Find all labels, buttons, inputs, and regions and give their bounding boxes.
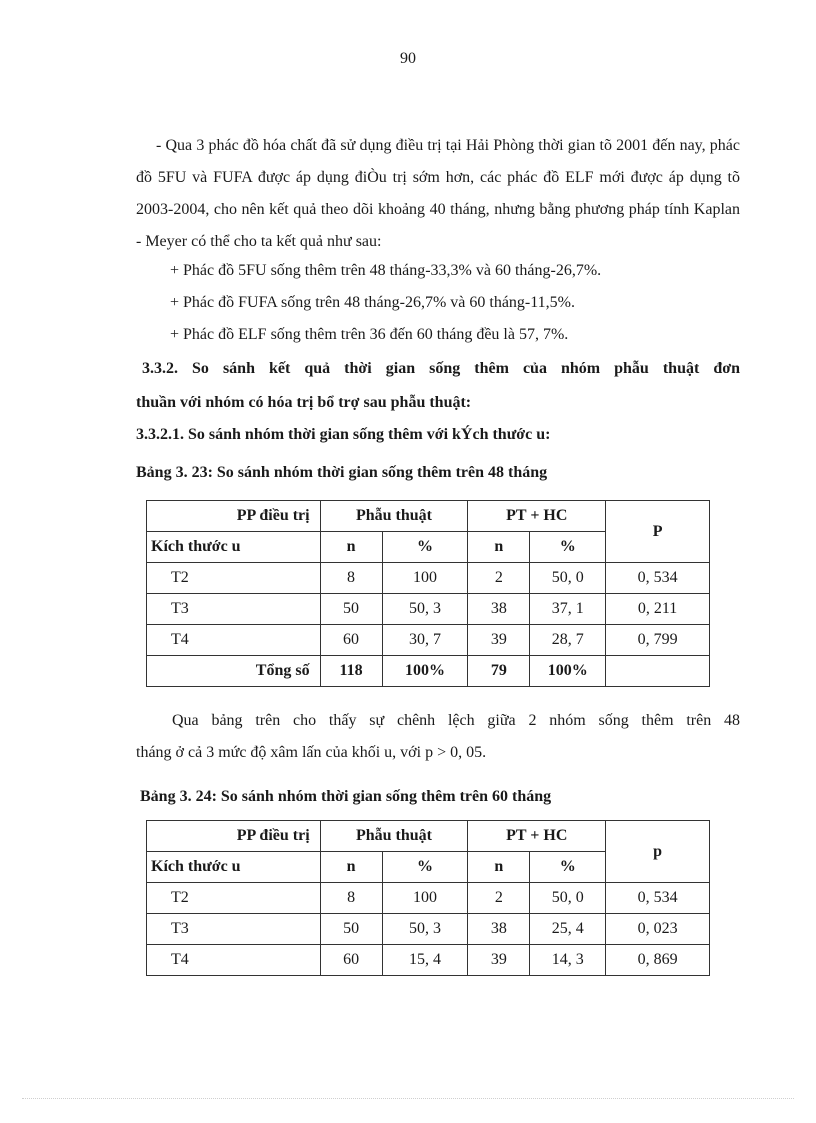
row-label: T4 [147,625,321,656]
header-percent: % [530,532,606,563]
cell-n-pthc: 39 [468,945,530,976]
conclusion-text: Qua bảng trên cho thấy sự chênh lệch giữa 2 nhóm sống thêm trên 48 [172,712,740,729]
cell-pct-surgery: 100 [382,563,468,594]
header-p: p [606,821,710,883]
table-60-months [146,820,710,976]
cell-p: 0, 534 [606,883,710,914]
table-48-months [146,500,710,687]
header-p: P [606,501,710,563]
cell-n-pthc: 2 [468,563,530,594]
cell-n-surgery: 8 [320,563,382,594]
row-label: T2 [147,883,321,914]
table-row [147,883,710,914]
header-percent: % [382,852,468,883]
header-percent: % [530,852,606,883]
cell-pct-surgery: 50, 3 [382,594,468,625]
header-n: n [468,852,530,883]
table2-caption: Bảng 3. 24: So sánh nhóm thời gian sống thêm trên 60 tháng [140,788,552,805]
total-pct-pthc: 100% [530,656,606,687]
table-header-row [147,821,710,852]
conclusion-text-cont: tháng ở cả 3 mức độ xâm lấn của khối u, với p > 0, 05. [136,744,487,761]
page-bottom-divider [22,1098,794,1099]
cell-n-surgery: 60 [320,625,382,656]
total-n-surgery: 118 [320,656,382,687]
cell-n-surgery: 50 [320,594,382,625]
header-size: Kích thước u [147,532,321,563]
total-p [606,656,710,687]
cell-p: 0, 211 [606,594,710,625]
cell-p: 0, 869 [606,945,710,976]
header-pt-hc: PT + HC [468,501,606,532]
bullet-fufa: + Phác đồ FUFA sống trên 48 tháng-26,7% và 60 tháng-11,5%. [170,294,575,311]
header-n: n [320,532,382,563]
bullet-elf: + Phác đồ ELF sống thêm trên 36 đến 60 tháng đều là 57, 7%. [170,326,569,343]
cell-n-pthc: 2 [468,883,530,914]
header-pt-hc: PT + HC [468,821,606,852]
subsection-heading: 3.3.2.1. So sánh nhóm thời gian sống thêm với kÝch thước u: [136,426,551,443]
table-row [147,625,710,656]
header-n: n [468,532,530,563]
cell-pct-pthc: 28, 7 [530,625,606,656]
row-label: T2 [147,563,321,594]
table-row [147,563,710,594]
total-label: Tổng số [147,656,321,687]
table1-caption: Bảng 3. 23: So sánh nhóm thời gian sống thêm trên 48 tháng [136,464,548,481]
cell-p: 0, 023 [606,914,710,945]
cell-pct-pthc: 50, 0 [530,883,606,914]
cell-p: 0, 799 [606,625,710,656]
table-row [147,945,710,976]
bullet-5fu: + Phác đồ 5FU sống thêm trên 48 tháng-33,3% và 60 tháng-26,7%. [170,262,602,279]
cell-pct-surgery: 15, 4 [382,945,468,976]
header-surgery: Phẫu thuật [320,821,468,852]
cell-pct-surgery: 100 [382,883,468,914]
cell-pct-surgery: 50, 3 [382,914,468,945]
cell-n-surgery: 8 [320,883,382,914]
cell-n-pthc: 38 [468,594,530,625]
header-size: Kích thước u [147,852,321,883]
intro-paragraph: - Qua 3 phác đồ hóa chất đã sử dụng điều trị tại Hải Phòng thời gian tõ 2001 đến nay, phác đồ 5FU và FUFA được áp dụng điÒu trị sớm hơn, các phác đồ ELF mới được áp dụng tõ 2003-2004, cho nên kết quả theo dõi khoảng 40 tháng, nhưng bằng phương pháp tính Kaplan - Meyer có thể cho ta kết quả như sau: [136,137,740,250]
cell-n-surgery: 60 [320,945,382,976]
header-n: n [320,852,382,883]
header-surgery: Phẫu thuật [320,501,468,532]
table-row [147,594,710,625]
cell-n-pthc: 38 [468,914,530,945]
total-n-pthc: 79 [468,656,530,687]
header-treatment: PP điều trị [147,821,321,852]
table-row [147,914,710,945]
table-total-row [147,656,710,687]
cell-n-surgery: 50 [320,914,382,945]
row-label: T4 [147,945,321,976]
total-pct-surgery: 100% [382,656,468,687]
cell-p: 0, 534 [606,563,710,594]
cell-pct-pthc: 37, 1 [530,594,606,625]
section-heading-cont: thuần với nhóm có hóa trị bổ trợ sau phẫu thuật: [136,394,472,411]
cell-pct-pthc: 50, 0 [530,563,606,594]
header-percent: % [382,532,468,563]
row-label: T3 [147,914,321,945]
table-header-row [147,501,710,532]
row-label: T3 [147,594,321,625]
cell-pct-surgery: 30, 7 [382,625,468,656]
cell-pct-pthc: 25, 4 [530,914,606,945]
page-number: 90 [400,50,416,67]
cell-n-pthc: 39 [468,625,530,656]
cell-pct-pthc: 14, 3 [530,945,606,976]
header-treatment: PP điều trị [147,501,321,532]
section-heading: 3.3.2. So sánh kết quả thời gian sống thêm của nhóm phẫu thuật đơn [142,360,740,377]
